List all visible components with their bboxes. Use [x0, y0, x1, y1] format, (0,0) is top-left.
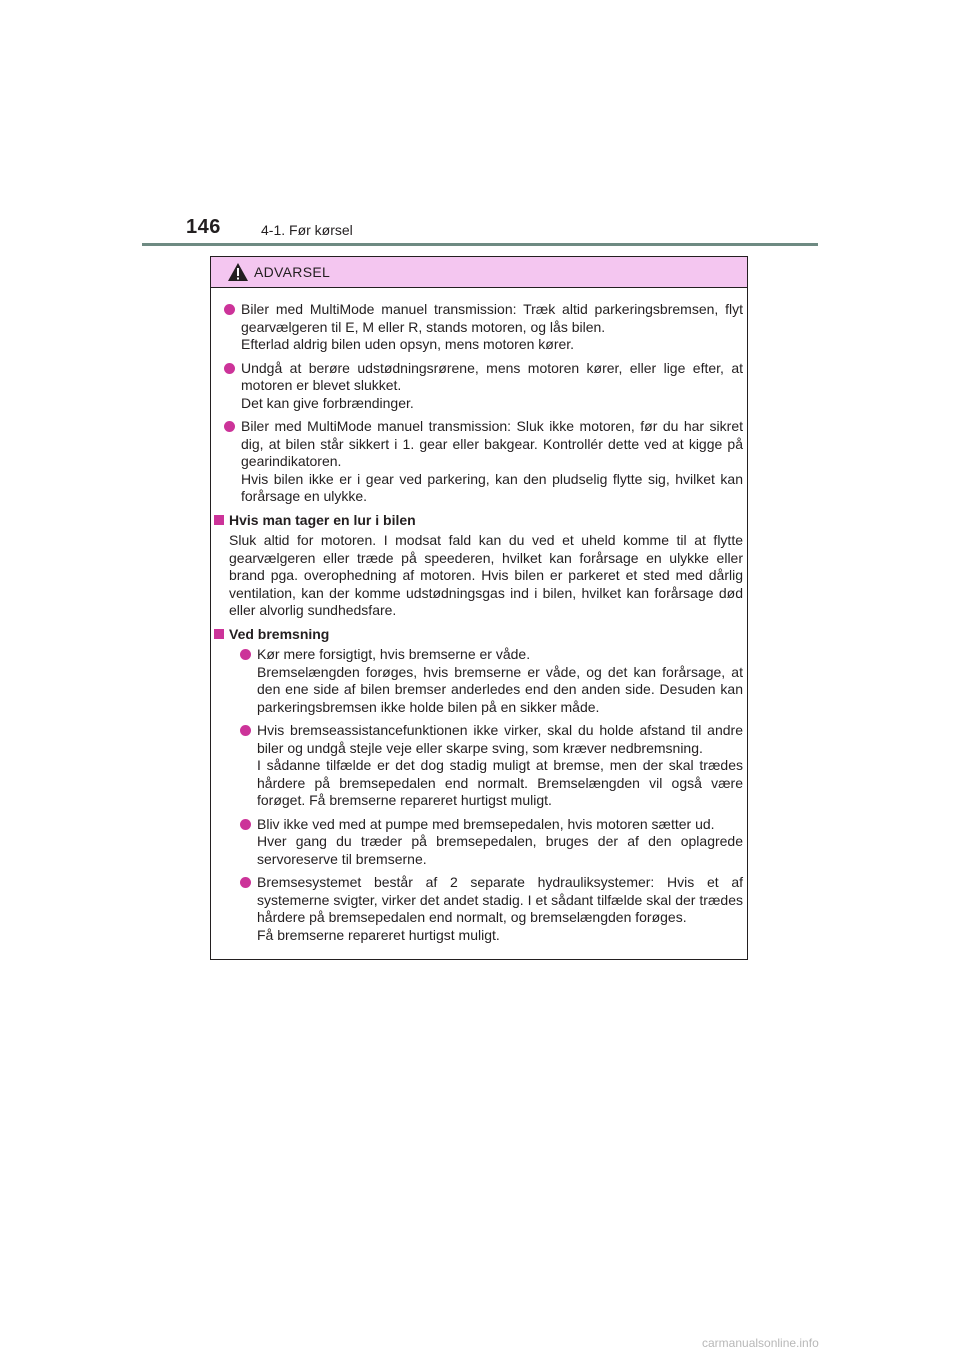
warning-box: [210, 256, 748, 960]
bullet-text: Hvis bilen ikke er i gear ved parkering, kan den pludselig flytte sig, hvilket kan forårsage en ulykke.: [241, 470, 743, 504]
list-item: [229, 874, 743, 944]
square-marker-icon: [214, 629, 224, 639]
circle-bullet-icon: [224, 363, 235, 374]
list-item: [229, 722, 743, 810]
warning-header: [211, 257, 747, 288]
section-heading-braking: [213, 626, 743, 644]
bullet-text: Undgå at berøre udstødningsrørene, mens motoren kører, eller lige efter, at motoren er blevet slukket.: [241, 359, 743, 393]
section-label: 4-1. Før kørsel: [261, 222, 353, 238]
list-item: [213, 418, 743, 506]
bullet-text: Biler med MultiMode manuel transmission: Sluk ikke motoren, før du har sikret dig, at bilen står sikkert i 1. gear eller bakgear. Kontrollér dette ved at kigge på gearindikatoren.: [241, 418, 743, 469]
bullet-text: Bremsesystemet består af 2 separate hydrauliksystemer: Hvis et af systemerne svigter, virker det andet stadig. I et sådant tilfælde skal der trædes hårdere på bremsepedalen end normalt, og bremselængden forøges.: [257, 874, 743, 925]
warning-title: ADVARSEL: [254, 264, 331, 280]
header-rule: [142, 243, 818, 246]
braking-list: [213, 646, 743, 944]
bullet-text: Efterlad aldrig bilen uden opsyn, mens motoren kører.: [241, 336, 575, 352]
bullet-text: Det kan give forbrændinger.: [241, 394, 414, 411]
bullet-text: Bremselængden forøges, hvis bremserne er våde, og det kan forårsage, at den ene side af bilen bremser anderledes end den anden side. Desuden kan parkeringsbremsen ikke holde bilen på en sikker måde.: [257, 663, 743, 715]
nap-text: Sluk altid for motoren. I modsat fald kan du ved et uheld komme til at flytte gearvælgeren eller træde på speederen, hvilket kan forårsage en ulykke eller brand pga. overophedning af motoren. Hvis bilen er parkeret et sted med dårlig ventilation, kan der komme udstødningsgas ind i bilen, hvilket kan forårsage død eller alvorlig sundhedsfare.: [229, 532, 743, 618]
bullet-text: I sådanne tilfælde er det dog stadig muligt at bremse, men der skal trædes hårdere på bremsepedalen end normalt. Bremselængden vil også være forøget. Få bremserne repareret hurtigst muligt.: [257, 757, 743, 808]
bullet-text: Få bremserne repareret hurtigst muligt.: [257, 926, 500, 943]
square-marker-icon: [214, 515, 224, 525]
watermark: carmanualsonline.info: [702, 1336, 819, 1350]
page-number: 146: [186, 216, 221, 238]
warning-triangle-icon: [227, 262, 249, 282]
bullet-text: Hver gang du træder på bremsepedalen, bruges der af den oplagrede servoreserve til bremserne.: [257, 833, 743, 867]
circle-bullet-icon: [240, 819, 251, 830]
circle-bullet-icon: [240, 877, 251, 888]
list-item: [229, 646, 743, 716]
circle-bullet-icon: [240, 725, 251, 736]
bullet-text: Biler med MultiMode manuel transmission: Træk altid parkeringsbremsen, flyt gearvælgeren til E, M eller R, stands motoren, og lås bilen.: [241, 301, 743, 335]
circle-bullet-icon: [224, 304, 235, 315]
list-item: [213, 360, 743, 413]
bullet-text: Bliv ikke ved med at pumpe med bremsepedalen, hvis motoren sætter ud.: [257, 815, 715, 832]
list-item: [229, 816, 743, 869]
heading-text: Ved bremsning: [229, 625, 330, 642]
circle-bullet-icon: [240, 649, 251, 660]
bullet-text: Kør mere forsigtigt, hvis bremserne er våde.: [257, 646, 531, 662]
warning-content: [213, 301, 743, 950]
list-item: [213, 301, 743, 354]
bullet-text: Hvis bremseassistancefunktionen ikke virker, skal du holde afstand til andre biler og undgå stejle veje eller skarpe sving, som kræver nedbremsning.: [257, 722, 743, 756]
section-heading-nap: [213, 512, 743, 530]
circle-bullet-icon: [224, 421, 235, 432]
heading-text: Hvis man tager en lur i bilen: [229, 511, 416, 528]
